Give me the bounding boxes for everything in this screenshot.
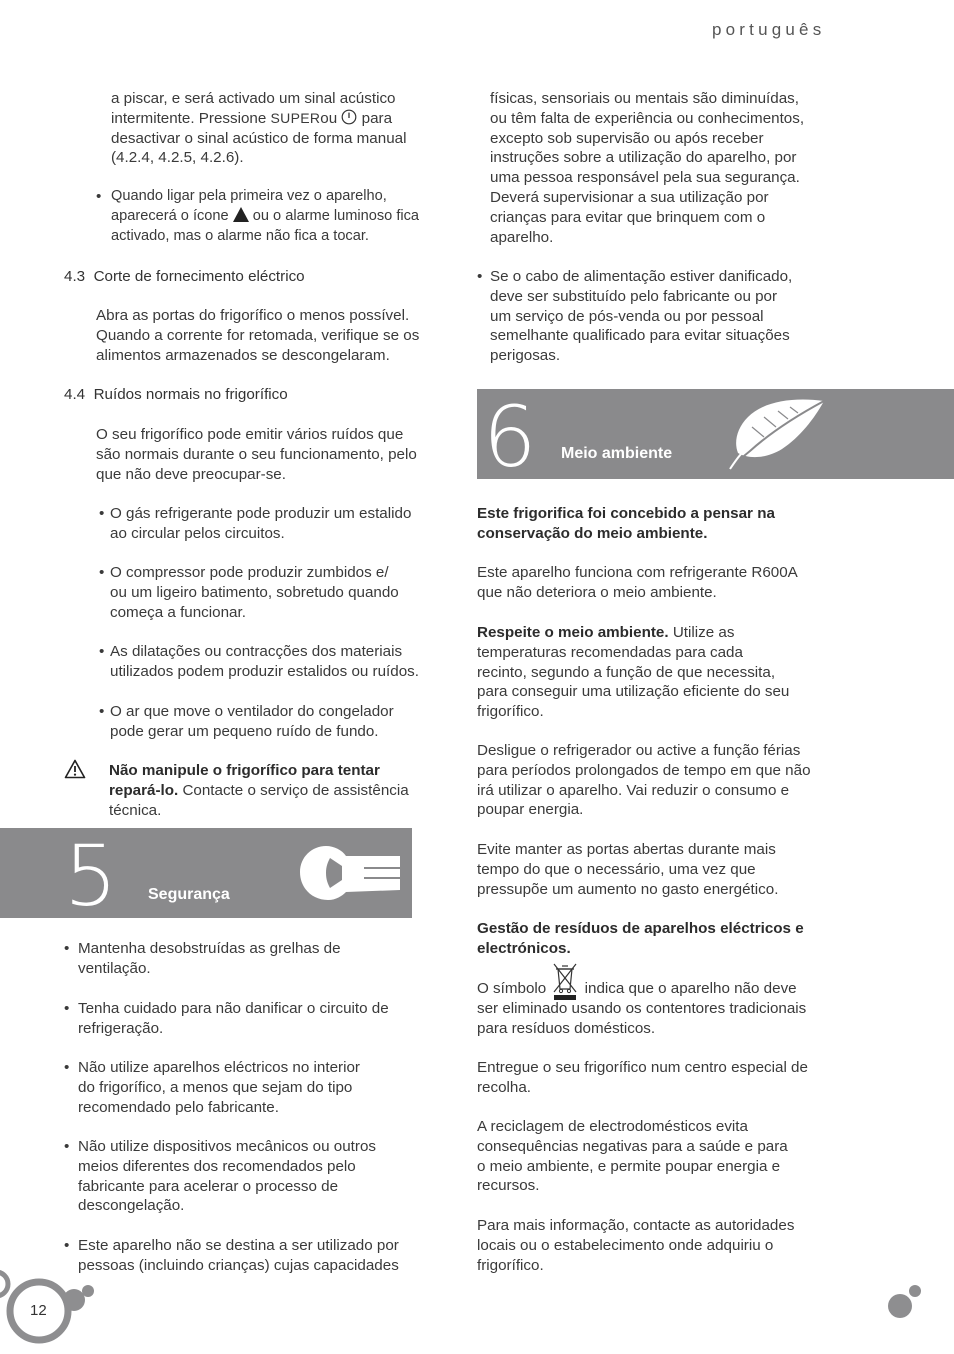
super-key-label: SUPER: [270, 109, 321, 126]
page-number: 12: [30, 1302, 47, 1319]
section-title: Segurança: [148, 886, 230, 903]
warning-icon: [64, 759, 86, 779]
paragraph: físicas, sensoriais ou mentais são diminuídas, ou têm falta de experiência ou conhecimentos, excepto sob supervisão ou após receber instruções sobre a utilização do aparelho, por uma pessoa responsável pela sua segurança. Deverá supervisionar a sua utilização por crianças para evitar que brinquem com o aparelho.: [490, 90, 805, 246]
paragraph: Este aparelho funciona com refrigerante R600A que não deteriora o meio ambiente.: [477, 564, 798, 601]
section-heading-4-4: 4.4 Ruídos normais no frigorífico: [64, 386, 288, 403]
list-item: • Se o cabo de alimentação estiver danificado, deve ser substituído pelo fabricante ou por um serviço de pós-venda ou por pessoal semelhante qualificado para evitar situações perigosas.: [477, 268, 793, 365]
decorative-circles: [882, 1280, 926, 1324]
list-item: • Não utilize dispositivos mecânicos ou outros meios diferentes dos recomendados pelo fabricante para acelerar o processo de descongelação.: [64, 1138, 376, 1215]
section-5-banner: [0, 827, 412, 925]
leaf-icon: [724, 397, 828, 471]
list-item: • Mantenha desobstruídas as grelhas de ventilação.: [64, 940, 341, 977]
paragraph: O símbolo indica que o aparelho não deve ser eliminado usando os contentores tradicionais para resíduos domésticos.: [477, 979, 837, 1038]
list-item: • O ar que move o ventilador do congelador pode gerar um pequeno ruído de fundo.: [99, 703, 394, 740]
decorative-circles: [0, 1262, 100, 1354]
paragraph: Desligue o refrigerador ou active a função férias para períodos prolongados de tempo em que não irá utilizar o aparelho. Vai reduzir o consumo e poupar energia.: [477, 742, 811, 819]
paragraph: Abra as portas do frigorífico o menos possível. Quando a corrente for retomada, verifique se os alimentos armazenados se descongelaram.: [96, 307, 420, 364]
crossed-bin-icon: [551, 961, 579, 1001]
language-label: português: [712, 20, 826, 39]
list-item: • Tenha cuidado para não danificar o circuito de refrigeração.: [64, 1000, 389, 1037]
paragraph: O seu frigorífico pode emitir vários ruídos que são normais durante o seu funcionamento, pelo que não deve preocupar-se.: [96, 426, 417, 483]
list-item: • Este aparelho não se destina a ser utilizado por pessoas (incluindo crianças) cujas capacidades: [64, 1237, 399, 1274]
section-number: 5: [64, 827, 118, 925]
wrench-icon: [296, 844, 404, 904]
section-heading-4-3: 4.3 Corte de fornecimento eléctrico: [64, 268, 305, 285]
warning-note: Não manipule o frigorífico para tentar repará-lo. Contacte o serviço de assistência técnica.: [109, 762, 409, 819]
paragraph: Para mais informação, contacte as autoridades locais ou o estabelecimento onde adquiriu o frigorífico.: [477, 1217, 795, 1274]
section-title: Meio ambiente: [561, 445, 673, 462]
paragraph: A reciclagem de electrodomésticos evita consequências negativas para a saúde e para o meio ambiente, e permite poupar energia e recursos.: [477, 1118, 788, 1195]
list-item: • As dilatações ou contracções dos materiais utilizados podem produzir estalidos ou ruídos.: [99, 643, 419, 680]
power-icon: [341, 109, 357, 125]
list-item: • Quando ligar pela primeira vez o aparelho, aparecerá o ícone ou o alarme luminoso fica activado, mas o alarme não fica a tocar.: [96, 188, 420, 244]
waste-heading: Gestão de resíduos de aparelhos eléctricos e electrónicos.: [477, 920, 804, 957]
paragraph: Respeite o meio ambiente. Utilize as temperaturas recomendadas para cada recinto, segundo a função de que necessita, para conseguir uma utilização eficiente do seu frigorífico.: [477, 624, 790, 721]
paragraph: Entregue o seu frigorífico num centro especial de recolha.: [477, 1059, 808, 1096]
section-6-banner: [477, 388, 954, 486]
list-item: • O compressor pode produzir zumbidos e/ ou um ligeiro batimento, sobretudo quando começa a funcionar.: [99, 564, 399, 621]
section-number: 6: [483, 388, 537, 486]
list-item: • Não utilize aparelhos eléctricos no interior do frigorífico, a menos que sejam do tipo recomendado pelo fabricante.: [64, 1059, 360, 1116]
env-heading: Este frigorifica foi concebido a pensar na conservação do meio ambiente.: [477, 505, 775, 542]
list-item: • O gás refrigerante pode produzir um estalido ao circular pelos circuitos.: [99, 505, 412, 542]
intro-paragraph: a piscar, e será activado um sinal acústico intermitente. Pressione SUPERou para desactivar o sinal acústico de forma manual (4.2.4, 4.2.5, 4.2.6).: [111, 90, 407, 167]
warning-icon: [233, 207, 249, 222]
paragraph: Evite manter as portas abertas durante mais tempo do que o necessário, uma vez que pressupõe um aumento no gasto energético.: [477, 841, 779, 898]
